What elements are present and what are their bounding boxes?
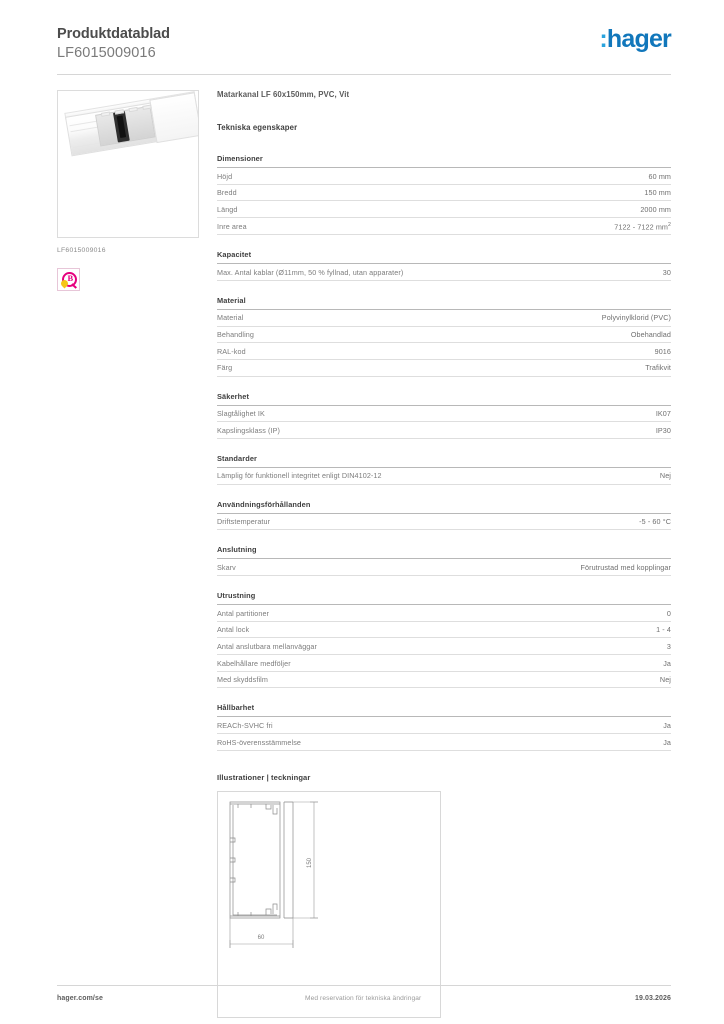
- spec-group: [217, 703, 671, 750]
- spec-value: 1 - 4: [656, 625, 671, 635]
- spec-value: Förutrustad med kopplingar: [580, 562, 671, 572]
- spec-group-heading: Dimensioner: [217, 154, 671, 168]
- spec-key: Skarv: [217, 562, 236, 572]
- spec-group-heading: Standarder: [217, 454, 671, 468]
- spec-key: Längd: [217, 204, 238, 214]
- footer-divider: [57, 985, 671, 986]
- spec-row: [217, 672, 671, 689]
- spec-key: Färg: [217, 363, 233, 373]
- spec-row: [217, 655, 671, 672]
- spec-value: -5 - 60 °C: [639, 517, 671, 527]
- spec-row: [217, 360, 671, 377]
- spec-value: Obehandlad: [630, 330, 671, 340]
- spec-value: 9016: [654, 346, 671, 356]
- spec-row: [217, 468, 671, 485]
- spec-value: Trafikvit: [645, 363, 671, 373]
- spec-key: RAL-kod: [217, 346, 246, 356]
- page-header: [57, 25, 671, 73]
- header-divider: [57, 74, 671, 75]
- spec-group: [217, 250, 671, 281]
- spec-group: [217, 154, 671, 235]
- spec-group: [217, 392, 671, 439]
- spec-row: [217, 327, 671, 344]
- logo-wordmark: hager: [606, 25, 671, 53]
- hager-logo: [599, 25, 671, 52]
- spec-key: Med skyddsfilm: [217, 675, 268, 685]
- page-footer: [57, 995, 671, 1002]
- spec-value: IP30: [655, 425, 671, 435]
- spec-value: Polyvinylklorid (PVC): [601, 313, 671, 323]
- spec-key: Kabelhållare medföljer: [217, 658, 291, 668]
- spec-group-heading: Kapacitet: [217, 250, 671, 264]
- spec-group: [217, 500, 671, 531]
- spec-key: Antal partitioner: [217, 608, 270, 618]
- spec-row: [217, 734, 671, 751]
- drawing-width-label: 60: [257, 934, 265, 941]
- spec-groups: [217, 154, 671, 751]
- spec-row: [217, 559, 671, 576]
- eco-passport-badge-icon: [57, 268, 80, 291]
- logo-colon-icon: :: [599, 25, 607, 53]
- spec-key: Slagtålighet IK: [217, 409, 265, 419]
- spec-group-heading: Utrustning: [217, 591, 671, 605]
- spec-row: [217, 514, 671, 531]
- spec-row: [217, 605, 671, 622]
- spec-key: Driftstemperatur: [217, 517, 271, 527]
- footer-website[interactable]: hager.com/se: [57, 995, 103, 1002]
- spec-key: Behandling: [217, 330, 254, 340]
- spec-row: [217, 201, 671, 218]
- spec-value: IK07: [655, 409, 671, 419]
- badge-letter: B: [67, 273, 74, 283]
- spec-group-heading: Hållbarhet: [217, 703, 671, 717]
- spec-key: Kapslingsklass (IP): [217, 425, 281, 435]
- spec-value: Ja: [663, 658, 671, 668]
- spec-value: 2000 mm: [640, 204, 671, 214]
- section-title-technical: Tekniska egenskaper: [217, 123, 298, 132]
- spec-row: [217, 218, 671, 235]
- spec-value: 150 mm: [644, 188, 671, 198]
- spec-value-text: 7122 - 7122 mm: [614, 221, 668, 231]
- spec-value: 0: [666, 608, 671, 618]
- spec-group: [217, 454, 671, 485]
- spec-row: [217, 185, 671, 202]
- spec-key: Max. Antal kablar (Ø11mm, 50 % fyllnad, utan apparater): [217, 267, 404, 277]
- product-name: Matarkanal LF 60x150mm, PVC, Vit: [217, 90, 350, 99]
- spec-key: Bredd: [217, 188, 237, 198]
- spec-row: [217, 406, 671, 423]
- spec-key: Antal anslutbara mellanväggar: [217, 641, 317, 651]
- spec-value: 60 mm: [648, 171, 671, 181]
- spec-row: [217, 343, 671, 360]
- spec-group-heading: Material: [217, 296, 671, 310]
- spec-row: [217, 264, 671, 281]
- spec-group: [217, 591, 671, 688]
- spec-group-heading: Användningsförhållanden: [217, 500, 671, 514]
- product-reference: LF6015009016: [57, 45, 156, 62]
- spec-row: [217, 622, 671, 639]
- cable-trunking-illustration: [64, 90, 199, 176]
- spec-key: Inre area: [217, 221, 247, 231]
- drawing-svg: [218, 792, 441, 1018]
- spec-value: [614, 222, 671, 231]
- spec-group-heading: Säkerhet: [217, 392, 671, 406]
- main-column: [217, 90, 671, 1018]
- badge-row: [57, 268, 199, 291]
- drawing-height-label: 150: [307, 857, 313, 868]
- spec-row: [217, 310, 671, 327]
- illustrations-title: Illustrationer | teckningar: [217, 772, 311, 782]
- spec-key: Höjd: [217, 171, 233, 181]
- title-block: [57, 25, 170, 62]
- spec-row: [217, 168, 671, 185]
- spec-group: [217, 545, 671, 576]
- left-column: [57, 90, 199, 291]
- spec-group-heading: Anslutning: [217, 545, 671, 559]
- spec-value: Nej: [659, 675, 671, 685]
- technical-drawing: [217, 791, 441, 1018]
- product-photo-caption: LF6015009016: [57, 247, 106, 254]
- spec-key: Antal lock: [217, 625, 250, 635]
- spec-value-superscript: 2: [668, 221, 671, 228]
- footer-date: 19.03.2026: [634, 995, 671, 1002]
- spec-row: [217, 717, 671, 734]
- spec-value: 3: [666, 641, 671, 651]
- duct-cover: [149, 92, 199, 143]
- spec-group: [217, 296, 671, 377]
- page-title: Produktdatablad: [57, 26, 170, 42]
- spec-key: Material: [217, 313, 244, 323]
- spec-value: Ja: [663, 737, 671, 747]
- spec-row: [217, 638, 671, 655]
- spec-value: Nej: [659, 471, 671, 481]
- footer-disclaimer: Med reservation för tekniska ändringar: [305, 995, 422, 1002]
- product-photo: [57, 90, 199, 238]
- spec-value: 30: [662, 267, 671, 277]
- spec-key: RoHS-överensstämmelse: [217, 737, 301, 747]
- spec-key: Lämplig för funktionell integritet enligt DIN4102-12: [217, 471, 382, 481]
- spec-key: REACh-SVHC fri: [217, 720, 273, 730]
- spec-row: [217, 422, 671, 439]
- spec-value: Ja: [663, 720, 671, 730]
